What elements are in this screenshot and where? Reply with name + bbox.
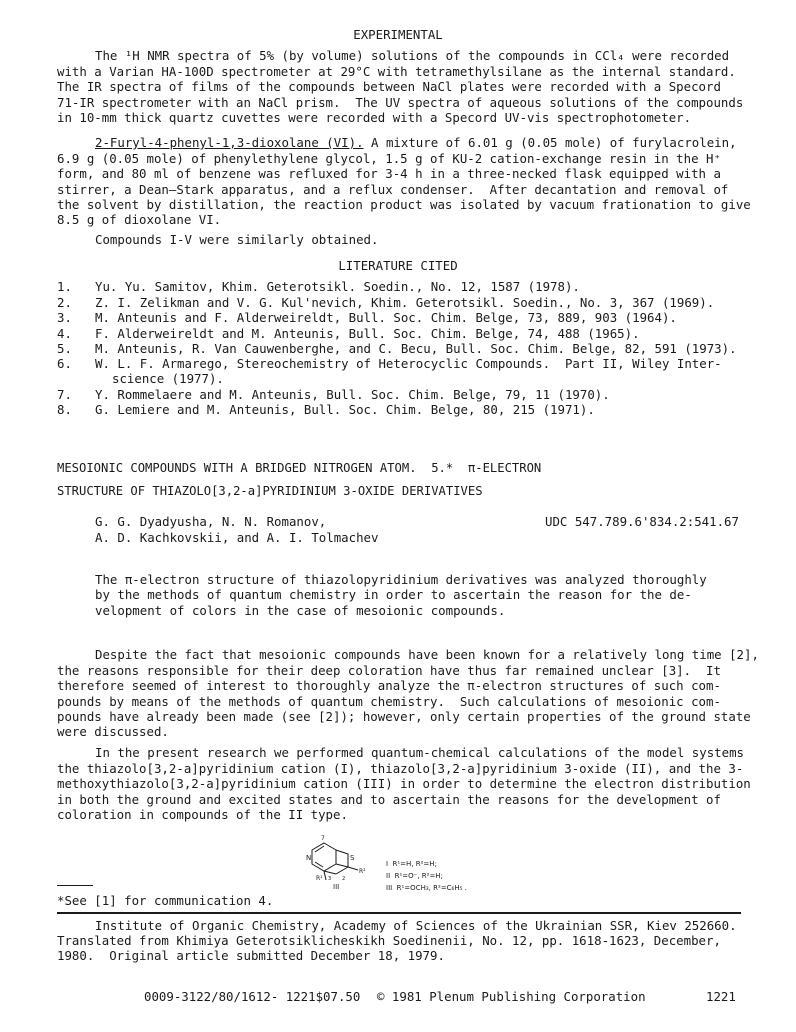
- article-title-line-1: MESOIONIC COMPOUNDS WITH A BRIDGED NITROGEN ATOM. 5.* π-ELECTRON: [57, 461, 542, 475]
- body-p1-line-5: pounds have already been made (see [2]); however, only certain properties of the ground state: [57, 709, 751, 724]
- experimental-p1-line-3: The IR spectra of films of the compounds between NaCl plates were recorded with a Specord: [57, 79, 721, 94]
- experimental-p3: Compounds I-V were similarly obtained.: [95, 232, 379, 247]
- experimental-p2-line-6: 8.5 g of dioxolane VI.: [57, 212, 222, 227]
- experimental-p1-line-2: with a Varian HA-100D spectrometer at 29°C with tetramethylsilane as the internal standard.: [57, 64, 736, 79]
- reference-8-number: 8.: [57, 402, 72, 417]
- body-p2-line-3: methoxythiazolo[3,2-a]pyridinium cation (III) in order to determine the electron distribution: [57, 776, 751, 791]
- footnote-divider: [57, 885, 93, 886]
- body-p2-line-4: in both the ground and excited states and to ascertain the reasons for the development of: [57, 792, 721, 807]
- udc-code: UDC 547.789.6'834.2:541.67: [545, 514, 739, 529]
- reference-3-number: 3.: [57, 310, 72, 325]
- compound-vi-title: 2-Furyl-4-phenyl-1,3-dioxolane (VI).: [95, 135, 364, 150]
- body-p1-line-2: the reasons responsible for their deep coloration have thus far remained unclear [3]. It: [57, 663, 721, 678]
- reference-7-number: 7.: [57, 387, 72, 402]
- structure-atom-label-r2: R²: [359, 868, 366, 875]
- reference-8-text: G. Lemiere and M. Anteunis, Bull. Soc. Chim. Belge, 80, 215 (1971).: [95, 402, 595, 417]
- reference-4-text: F. Alderweireldt and M. Anteunis, Bull. Soc. Chim. Belge, 74, 488 (1965).: [95, 326, 640, 341]
- authors-line-1: G. G. Dyadyusha, N. N. Romanov,: [95, 514, 327, 529]
- experimental-p2-line-1: [95, 135, 737, 150]
- reference-5-text: M. Anteunis, R. Van Cauwenberghe, and C. Becu, Bull. Soc. Chim. Belge, 82, 591 (1973).: [95, 341, 737, 356]
- reference-6-number: 6.: [57, 356, 72, 371]
- structure-atom-label-s: S: [350, 854, 355, 862]
- affiliation-divider: [57, 912, 741, 914]
- experimental-p1-line-4: 71-IR spectrometer with an NaCl prism. The UV spectra of aqueous solutions of the compounds: [57, 95, 744, 110]
- structure-atom-label-3: 3: [328, 876, 332, 882]
- body-p1-line-6: were discussed.: [57, 724, 169, 739]
- experimental-p2-line-1-text: A mixture of 6.01 g (0.05 mole) of furylacrolein,: [363, 135, 737, 150]
- reference-1-text: Yu. Yu. Samitov, Khim. Geterotsikl. Soedin., No. 12, 1587 (1978).: [95, 279, 580, 294]
- abstract-line-1: The π-electron structure of thiazolopyridinium derivatives was analyzed thoroughly: [95, 572, 707, 587]
- experimental-p2-line-2: 6.9 g (0.05 mole) of phenylethylene glycol, 1.5 g of KU-2 cation-exchange resin in the H⁺: [57, 151, 721, 166]
- page-number: 1221: [706, 989, 736, 1004]
- structure-atom-label-r1: R¹: [316, 875, 323, 882]
- experimental-p1-line-5: in 10-mm thick quartz cuvettes were recorded with a Specord UV-vis spectrophotometer.: [57, 110, 692, 125]
- reference-7-text: Y. Rommelaere and M. Anteunis, Bull. Soc. Chim. Belge, 79, 11 (1970).: [95, 387, 610, 402]
- reference-1-number: 1.: [57, 279, 72, 294]
- footer-copyright: © 1981 Plenum Publishing Corporation: [377, 989, 646, 1004]
- abstract-line-3: velopment of colors in the case of mesoionic compounds.: [95, 603, 506, 618]
- structure-legend-3: III R¹=OCH₃, R²=C₆H₅ .: [386, 884, 467, 892]
- experimental-p1-line-1: The ¹H NMR spectra of 5% (by volume) solutions of the compounds in CCl₄ were recorded: [95, 48, 730, 63]
- structure-atom-label-2: 2: [342, 876, 346, 882]
- affiliation-line-2: Translated from Khimiya Geterotsiklicheskikh Soedinenii, No. 12, pp. 1618-1623, December,: [57, 933, 721, 948]
- literature-heading: LITERATURE CITED: [338, 258, 458, 273]
- reference-4-number: 4.: [57, 326, 72, 341]
- body-p2-line-2: the thiazolo[3,2-a]pyridinium cation (I), thiazolo[3,2-a]pyridinium 3-oxide (II), and the 3-: [57, 761, 744, 776]
- body-p1-line-1: Despite the fact that mesoionic compounds have been known for a relatively long time [2],: [95, 647, 759, 662]
- article-title-line-2: STRUCTURE OF THIAZOLO[3,2-a]PYRIDINIUM 3-OXIDE DERIVATIVES: [57, 484, 483, 498]
- reference-2-number: 2.: [57, 295, 72, 310]
- body-p1-line-4: pounds by means of the methods of quantum chemistry. Such calculations of mesoionic com-: [57, 694, 721, 709]
- reference-6-text-2: science (1977).: [112, 371, 224, 386]
- structure-atom-label-n: N: [306, 854, 312, 862]
- structure-legend-2: II R¹=O⁻, R²=H;: [386, 872, 443, 880]
- reference-3-text: M. Anteunis and F. Alderweireldt, Bull. Soc. Chim. Belge, 73, 889, 903 (1964).: [95, 310, 677, 325]
- experimental-p2-line-5: the solvent by distillation, the reaction product was isolated by vacuum frationation to give: [57, 197, 751, 212]
- affiliation-line-1: Institute of Organic Chemistry, Academy of Sciences of the Ukrainian SSR, Kiev 252660.: [95, 918, 737, 933]
- reference-6-text-1: W. L. F. Armarego, Stereochemistry of Heterocyclic Compounds. Part II, Wiley Inter-: [95, 356, 722, 371]
- body-p2-line-1: In the present research we performed quantum-chemical calculations of the model systems: [95, 745, 745, 760]
- experimental-heading: EXPERIMENTAL: [353, 27, 443, 42]
- footnote: *See [1] for communication 4.: [57, 893, 274, 908]
- body-p1-line-3: therefore seemed of interest to thoroughly analyze the π-electron structures of such com-: [57, 678, 721, 693]
- structure-atom-label-7: 7: [321, 835, 325, 842]
- body-p2-line-5: coloration in compounds of the II type.: [57, 807, 348, 822]
- reference-2-text: Z. I. Zelikman and V. G. Kul'nevich, Khim. Geterotsikl. Soedin., No. 3, 367 (1969).: [95, 295, 715, 310]
- reference-5-number: 5.: [57, 341, 72, 356]
- footer-code: 0009-3122/80/1612- 1221$07.50: [144, 989, 361, 1004]
- experimental-p2-line-3: form, and 80 ml of benzene was refluxed for 3-4 h in a three-necked flask equipped with a: [57, 166, 721, 181]
- structure-compound-label: III: [333, 883, 340, 891]
- authors-line-2: A. D. Kachkovskii, and A. I. Tolmachev: [95, 530, 379, 545]
- structure-legend-1: I R¹=H, R²=H;: [386, 860, 437, 868]
- abstract-line-2: by the methods of quantum chemistry in order to ascertain the reason for the de-: [95, 587, 692, 602]
- affiliation-line-3: 1980. Original article submitted December 18, 1979.: [57, 948, 445, 963]
- experimental-p2-line-4: stirrer, a Dean–Stark apparatus, and a reflux condenser. After decantation and removal of: [57, 182, 729, 197]
